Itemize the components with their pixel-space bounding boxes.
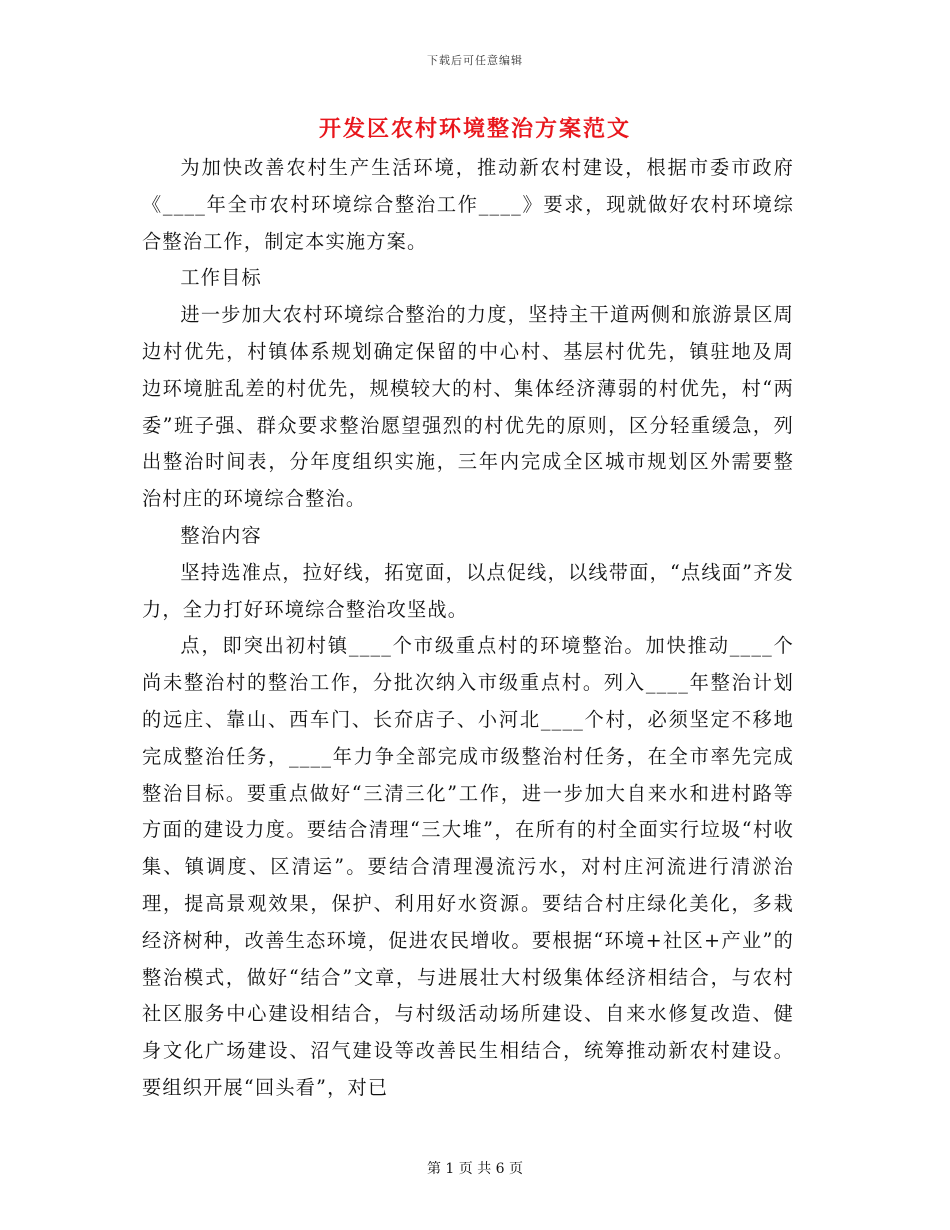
paragraph-strategy: 坚持选准点，拉好线，拓宽面，以点促线，以线带面，“点线面”齐发力，全力打好环境综合整治攻坚战。 <box>142 560 794 621</box>
page-number: 第 1 页 共 6 页 <box>426 1161 524 1177</box>
document-body <box>142 150 794 1107</box>
paragraph-intro: 为加快改善农村生产生活环境，推动新农村建设，根据市委市政府《____年全市农村环境综合整治工作____》要求，现就做好农村环境综合整治工作，制定本实施方案。 <box>142 156 794 253</box>
page-header-note: 下载后可任意编辑 <box>427 54 523 67</box>
paragraph-points: 点，即突出初村镇____个市级重点村的环境整治。加快推动____个尚未整治村的整治工作，分批次纳入市级重点村。列入____年整治计划的远庄、靠山、西车门、长夼店子、小河北____个村，必须坚定不移地完成整治任务，____年力争全部完成市级整治村任务，在全市率先完成整治目标。要重点做好“三清三化”工作，进一步加大自来水和进村路等方面的建设力度。要结合清理“三大堆”，在所有的村全面实行垃圾“村收集、镇调度、区清运”。要结合清理漫流污水，对村庄河流进行清淤治理，提高景观效果，保护、利用好水资源。要结合村庄绿化美化，多栽经济树种，改善生态环境，促进农民增收。要根据“环境+社区+产业”的整治模式，做好“结合”文章，与进展壮大村级集体经济相结合，与农村社区服务中心建设相结合，与村级活动场所建设、自来水修复改造、健身文化广场建设、沼气建设等改善民生相结合，统筹推动新农村建设。要组织开展“回头看”，对已 <box>142 634 794 1099</box>
section-heading-content: 整治内容 <box>180 523 262 547</box>
paragraph-goals: 进一步加大农村环境综合整治的力度，坚持主干道两侧和旅游景区周边村优先，村镇体系规划确定保留的中心村、基层村优先，镇驻地及周边环境脏乱差的村优先，规模较大的村、集体经济薄弱的村优先，村“两委”班子强、群众要求整治愿望强烈的村优先的原则，区分轻重缓急，列出整治时间表，分年度组织实施，三年内完成全区城市规划区外需要整治村庄的环境综合整治。 <box>142 303 794 511</box>
document-title: 开发区农村环境整治方案范文 <box>318 116 631 142</box>
section-heading-goals: 工作目标 <box>180 266 262 290</box>
